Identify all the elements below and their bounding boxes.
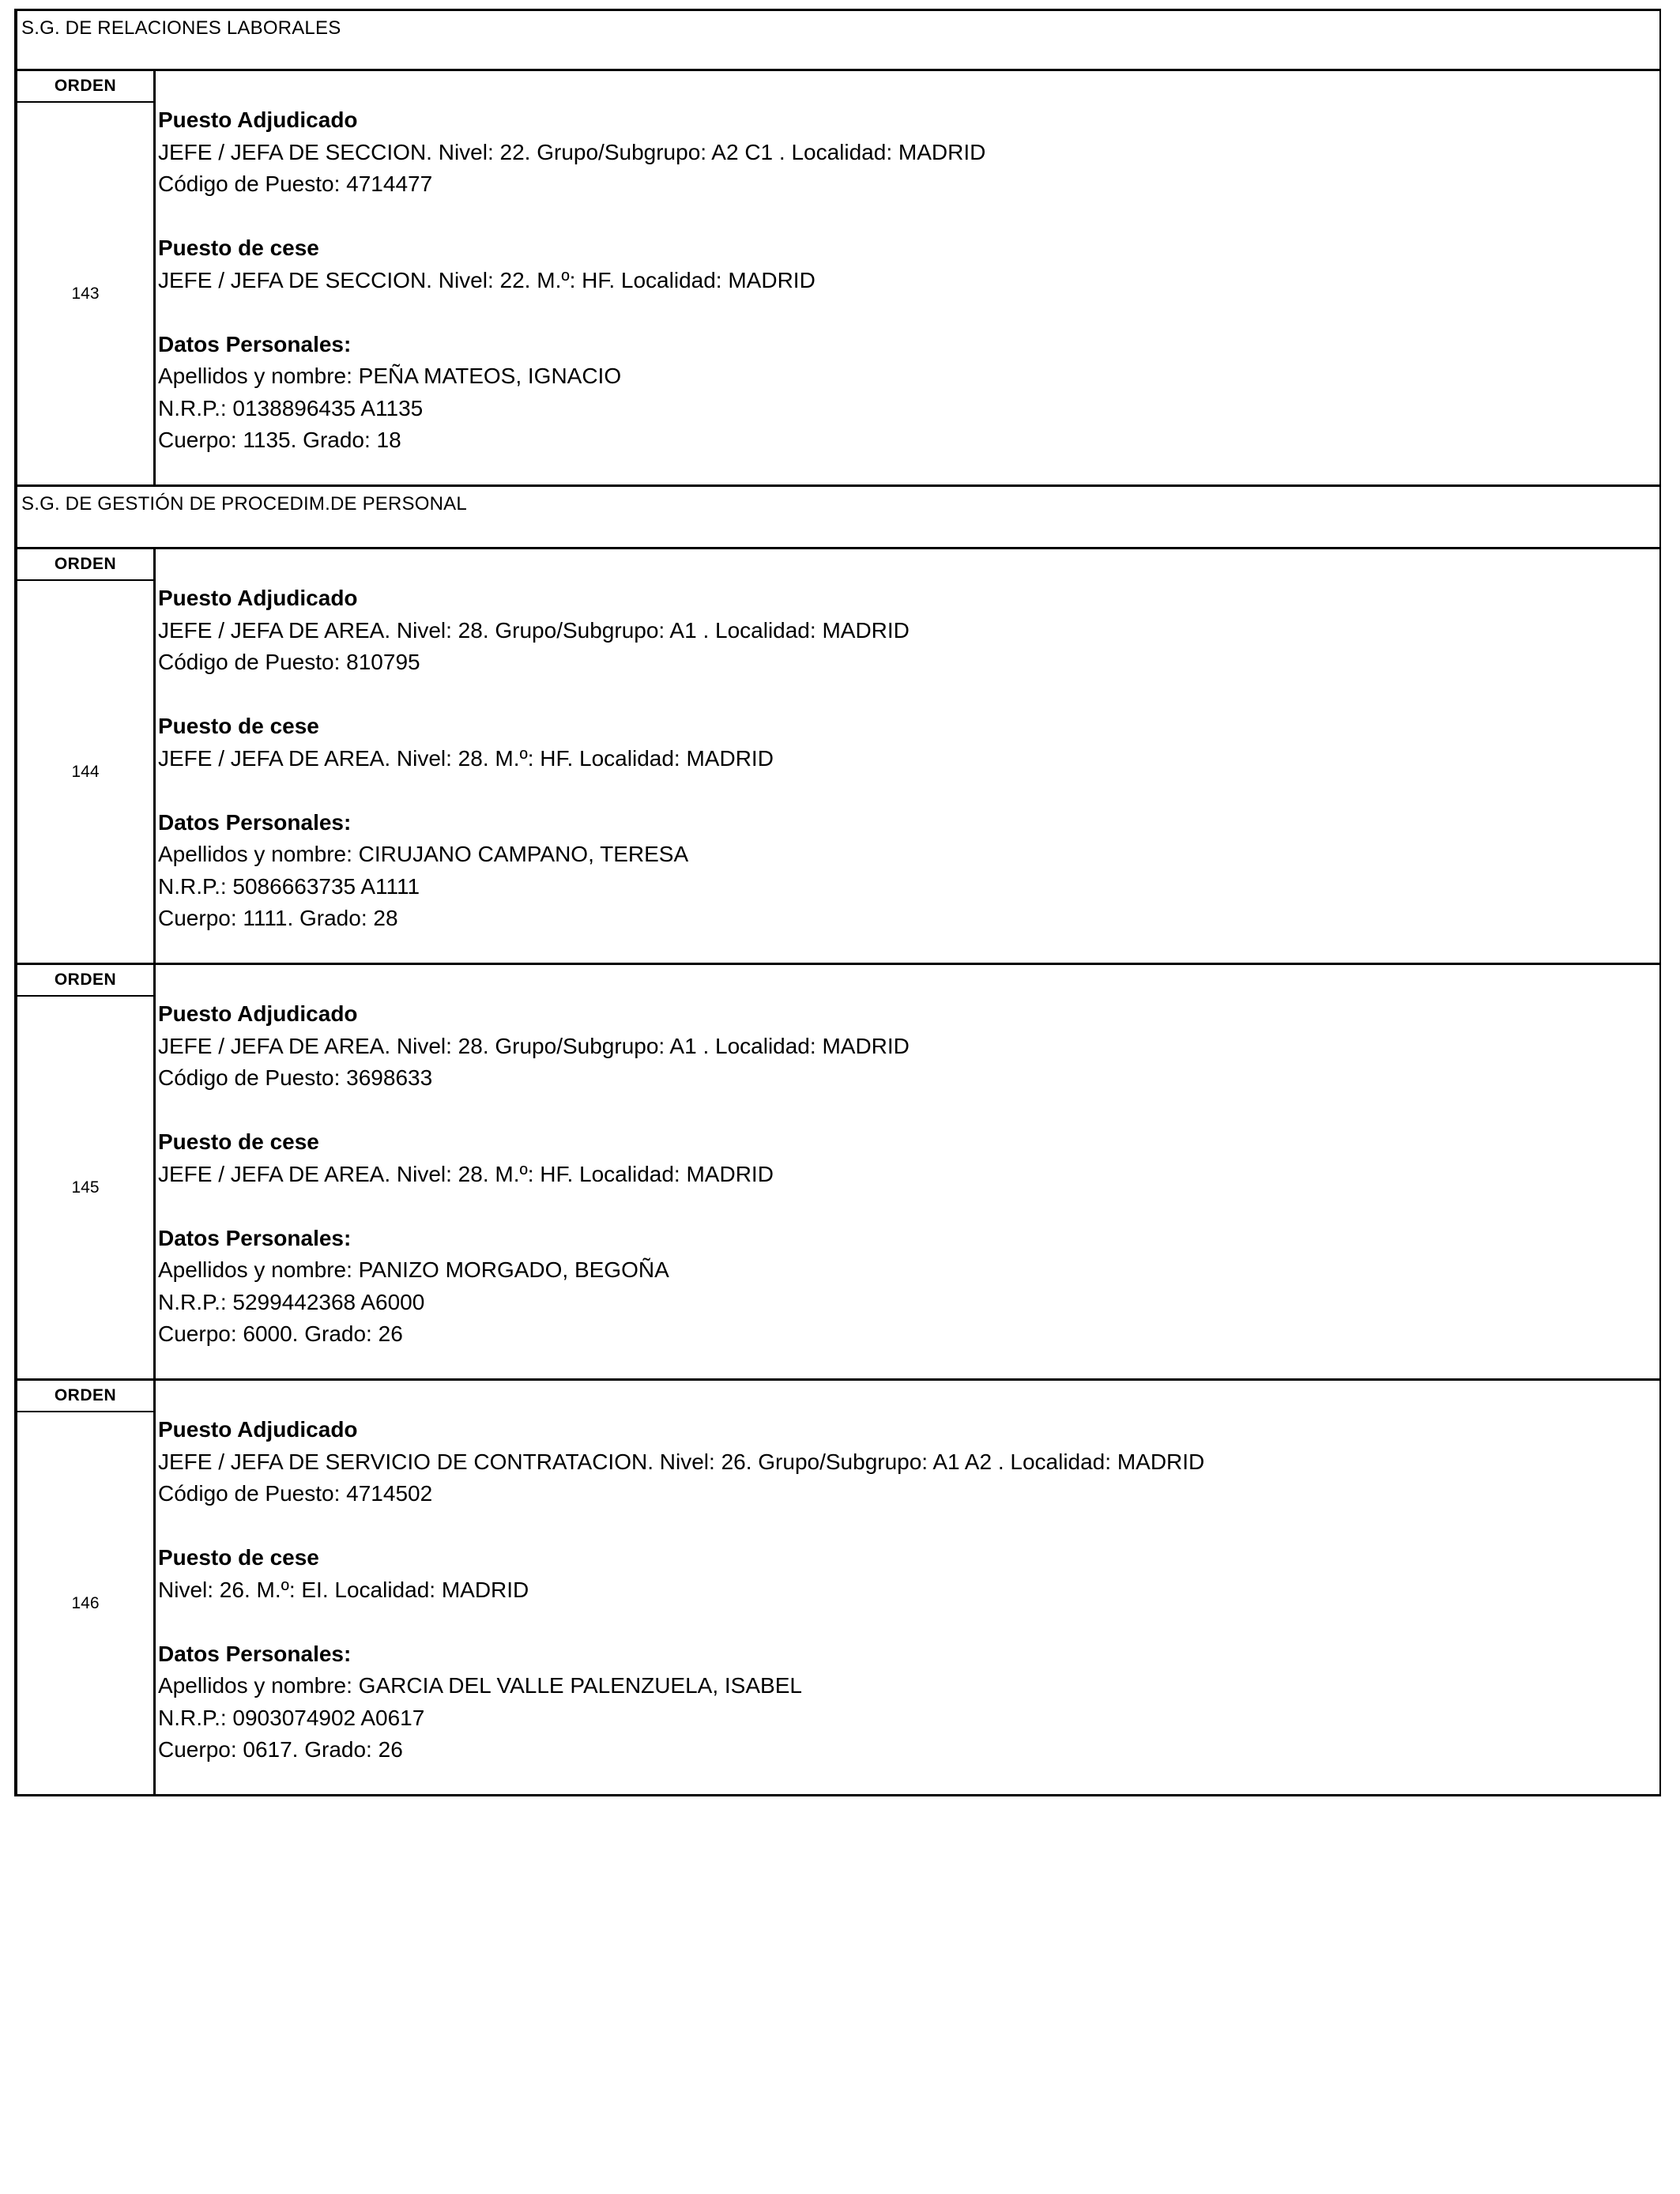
orden-number: 144 xyxy=(71,763,100,781)
datos-personales-heading: Datos Personales: xyxy=(158,331,352,356)
entry-details xyxy=(156,71,1659,484)
codigo-puesto-text: Código de Puesto: 810795 xyxy=(158,650,420,674)
nrp-text: N.R.P.: 5299442368 A6000 xyxy=(158,1289,425,1314)
orden-number: 143 xyxy=(71,285,100,303)
codigo-puesto-text: Código de Puesto: 4714477 xyxy=(158,172,433,196)
entry-row xyxy=(14,965,1661,1381)
puesto-adjudicado-heading: Puesto Adjudicado xyxy=(158,586,358,610)
codigo-puesto-text: Código de Puesto: 3698633 xyxy=(158,1065,433,1090)
puesto-adjudicado-text: JEFE / JEFA DE SECCION. Nivel: 22. Grupo/Subgrupo: A2 C1 . Localidad: MADRID xyxy=(158,139,986,164)
orden-column xyxy=(17,965,156,1378)
codigo-puesto-text: Código de Puesto: 4714502 xyxy=(158,1481,433,1506)
nombre-text: Apellidos y nombre: GARCIA DEL VALLE PALENZUELA, ISABEL xyxy=(158,1673,802,1698)
orden-label: ORDEN xyxy=(17,549,153,581)
puesto-cese-heading: Puesto de cese xyxy=(158,1129,319,1154)
entry-details xyxy=(156,549,1659,963)
puesto-adjudicado-heading: Puesto Adjudicado xyxy=(158,107,358,132)
puesto-cese-text: JEFE / JEFA DE SECCION. Nivel: 22. M.º: HF. Localidad: MADRID xyxy=(158,267,816,292)
puesto-cese-text: JEFE / JEFA DE AREA. Nivel: 28. M.º: HF. Localidad: MADRID xyxy=(158,745,774,771)
orden-label: ORDEN xyxy=(17,1381,153,1412)
nombre-text: Apellidos y nombre: CIRUJANO CAMPANO, TERESA xyxy=(158,842,689,866)
entry-row xyxy=(14,71,1661,487)
orden-number: 145 xyxy=(71,1178,100,1197)
section-header xyxy=(14,487,1661,549)
cuerpo-grado-text: Cuerpo: 6000. Grado: 26 xyxy=(158,1321,403,1346)
orden-column xyxy=(17,71,156,484)
orden-number: 146 xyxy=(71,1594,100,1612)
puesto-cese-text: JEFE / JEFA DE AREA. Nivel: 28. M.º: HF. Localidad: MADRID xyxy=(158,1161,774,1186)
puesto-cese-text: Nivel: 26. M.º: EI. Localidad: MADRID xyxy=(158,1577,529,1602)
section-header xyxy=(14,9,1661,71)
puesto-adjudicado-text: JEFE / JEFA DE AREA. Nivel: 28. Grupo/Subgrupo: A1 . Localidad: MADRID xyxy=(158,1033,910,1058)
section-title: S.G. DE RELACIONES LABORALES xyxy=(21,17,341,39)
orden-label: ORDEN xyxy=(17,71,153,103)
orden-label: ORDEN xyxy=(17,965,153,997)
puesto-adjudicado-text: JEFE / JEFA DE SERVICIO DE CONTRATACION. Nivel: 26. Grupo/Subgrupo: A1 A2 . Localidad: MADRID xyxy=(158,1449,1205,1474)
cuerpo-grado-text: Cuerpo: 1135. Grado: 18 xyxy=(158,428,401,452)
puesto-adjudicado-heading: Puesto Adjudicado xyxy=(158,1001,358,1026)
datos-personales-heading: Datos Personales: xyxy=(158,1641,352,1666)
nombre-text: Apellidos y nombre: PEÑA MATEOS, IGNACIO xyxy=(158,364,622,388)
section-title: S.G. DE GESTIÓN DE PROCEDIM.DE PERSONAL xyxy=(21,493,467,515)
puesto-cese-heading: Puesto de cese xyxy=(158,714,319,738)
entry-details xyxy=(156,1381,1659,1794)
nombre-text: Apellidos y nombre: PANIZO MORGADO, BEGOÑA xyxy=(158,1257,669,1282)
cuerpo-grado-text: Cuerpo: 1111. Grado: 28 xyxy=(158,906,398,930)
nrp-text: N.R.P.: 5086663735 A1111 xyxy=(158,873,420,899)
datos-personales-heading: Datos Personales: xyxy=(158,809,352,835)
nrp-text: N.R.P.: 0138896435 A1135 xyxy=(158,395,424,420)
entry-row xyxy=(14,1381,1661,1796)
puesto-adjudicado-text: JEFE / JEFA DE AREA. Nivel: 28. Grupo/Subgrupo: A1 . Localidad: MADRID xyxy=(158,617,910,643)
entry-row xyxy=(14,549,1661,965)
puesto-cese-heading: Puesto de cese xyxy=(158,1545,319,1570)
entry-details xyxy=(156,965,1659,1378)
nrp-text: N.R.P.: 0903074902 A0617 xyxy=(158,1705,425,1730)
orden-column xyxy=(17,549,156,963)
cuerpo-grado-text: Cuerpo: 0617. Grado: 26 xyxy=(158,1737,403,1762)
puesto-adjudicado-heading: Puesto Adjudicado xyxy=(158,1417,358,1442)
document-page xyxy=(14,9,1661,1796)
puesto-cese-heading: Puesto de cese xyxy=(158,236,319,260)
orden-column xyxy=(17,1381,156,1794)
datos-personales-heading: Datos Personales: xyxy=(158,1225,352,1250)
